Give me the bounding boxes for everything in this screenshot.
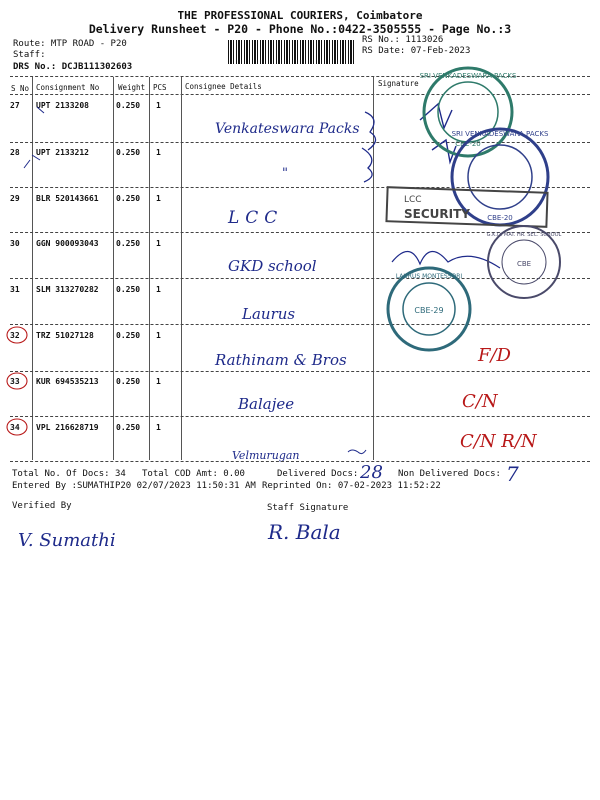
stamp-gkd-school	[484, 222, 564, 302]
row-pcs: 1	[156, 101, 161, 110]
row-weight: 0.250	[116, 423, 141, 432]
row-consignment: GGN 900093043	[36, 239, 99, 248]
staff-text: Staff:	[13, 50, 46, 60]
row-weight: 0.250	[116, 377, 141, 386]
row-weight: 0.250	[116, 285, 141, 294]
bracket-mark	[362, 148, 372, 182]
row-pcs: 1	[156, 194, 161, 203]
row-pcs: 1	[156, 377, 161, 386]
row-weight: 0.250	[116, 194, 141, 203]
row-sno: 29	[10, 194, 20, 203]
stamp-text: CBE-20	[455, 140, 481, 148]
tick-mark	[24, 107, 44, 168]
row-consignee: Balajee	[238, 395, 295, 413]
row-consignee: Velmurugan	[232, 449, 300, 462]
stamp-text: G.K.D. MAT. HR. SEC. SCHOOL	[486, 232, 562, 238]
col-consignment: Consignment No	[36, 83, 100, 92]
row-pcs: 1	[156, 148, 161, 157]
col-sno: S No	[11, 84, 30, 93]
row-sno: 34	[10, 423, 20, 432]
staff-signature-label: Staff Signature	[267, 503, 349, 513]
verified-by-label: Verified By	[12, 501, 72, 511]
reprinted-on: Reprinted On: 07-02-2023 11:52:22	[262, 481, 441, 491]
stamp-text: SECURITY	[404, 207, 470, 221]
row-sno: 31	[10, 285, 20, 294]
row-consignee: LCC	[228, 208, 284, 228]
col-signature: Signature	[378, 79, 419, 88]
row-pcs: 1	[156, 331, 161, 340]
stamp-text: CBE	[516, 260, 532, 268]
stamp-text: CBE-20	[487, 214, 513, 222]
verified-signature: V. Sumathi	[18, 530, 116, 551]
stamp-text: SRI VENKADESWARA PACKS	[451, 130, 549, 138]
stamp-text: LAURUS MONTESSORI	[395, 273, 463, 280]
company-title: THE PROFESSIONAL COURIERS, Coimbatore	[177, 9, 423, 22]
col-consignee: Consignee Details	[185, 82, 262, 91]
row-weight: 0.250	[116, 331, 141, 340]
entered-by: Entered By :SUMATHIP20 02/07/2023 11:50:31 AM	[12, 481, 256, 491]
route-text: Route: MTP ROAD - P20	[13, 39, 127, 49]
circle-mark	[7, 327, 27, 343]
row-sno: 33	[10, 377, 20, 386]
row-consignment: UPT 2133208	[36, 101, 89, 110]
delivered-value: 28	[360, 462, 383, 483]
row-status: C/N	[462, 391, 498, 412]
rs-no-text: RS No.: 1113026	[362, 35, 444, 45]
row-sno: 32	[10, 331, 20, 340]
row-consignment: UPT 2133212	[36, 148, 89, 157]
delivered-label: Delivered Docs:	[277, 469, 359, 479]
non-delivered-value: 7	[506, 462, 519, 486]
stamp-laurus	[384, 264, 474, 354]
row-consignee: GKD school	[228, 257, 317, 275]
col-pcs: PCS	[153, 83, 167, 92]
row-consignment: KUR 694535213	[36, 377, 99, 386]
row-weight: 0.250	[116, 239, 141, 248]
rs-date-text: RS Date: 07-Feb-2023	[362, 46, 471, 56]
runsheet-title: Delivery Runsheet - P20 - Phone No.:0422-3505555 - Page No.:3	[88, 22, 512, 36]
row-consignment: TRZ 51027128	[36, 331, 94, 340]
row-sno: 28	[10, 148, 20, 157]
stamp-text: CBE-29	[414, 306, 444, 315]
total-docs: Total No. Of Docs: 34	[12, 469, 126, 479]
row-weight: 0.250	[116, 101, 141, 110]
circle-mark	[7, 419, 27, 435]
squiggle-mark	[348, 450, 366, 454]
row-sno: 30	[10, 239, 20, 248]
row-consignment: SLM 313270282	[36, 285, 99, 294]
row-pcs: 1	[156, 423, 161, 432]
row-status: F/D	[478, 345, 511, 366]
drs-text: DRS No.: DCJB111302603	[13, 62, 133, 72]
non-delivered-label: Non Delivered Docs:	[398, 469, 501, 479]
stamp-text: SRI VENKADESWARA PACKS	[419, 72, 517, 80]
row-status: C/N R/N	[460, 431, 537, 452]
row-pcs: 1	[156, 285, 161, 294]
row-consignment: VPL 216628719	[36, 423, 99, 432]
bracket-mark	[365, 112, 376, 150]
col-weight: Weight	[118, 83, 146, 92]
circle-mark	[7, 373, 27, 389]
row-consignment: BLR 520143661	[36, 194, 99, 203]
row-consignee: Rathinam & Bros	[215, 351, 347, 369]
row-consignee: Laurus	[242, 305, 296, 323]
row-pcs: 1	[156, 239, 161, 248]
stamp-text: LCC	[404, 195, 422, 205]
total-cod: Total COD Amt: 0.00	[142, 469, 245, 479]
row-consignee: Venkateswara Packs	[215, 121, 360, 137]
row-consignee: "	[282, 166, 288, 181]
row-weight: 0.250	[116, 148, 141, 157]
row-sno: 27	[10, 101, 20, 110]
staff-signature: R. Bala	[268, 520, 341, 544]
